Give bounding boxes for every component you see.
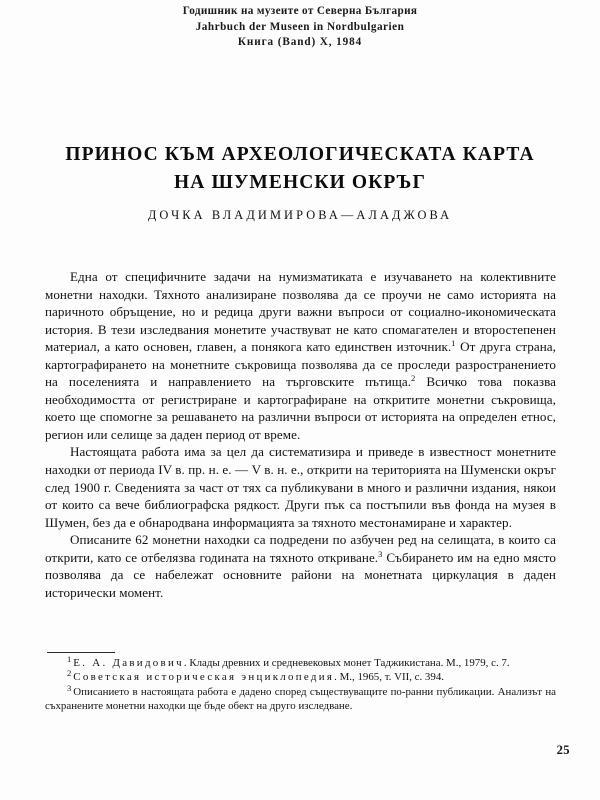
author-byline: ДОЧКА ВЛАДИМИРОВА—АЛАДЖОВА: [147, 208, 453, 222]
footnote-separator-rule: [47, 652, 115, 653]
footnote-ref-1[interactable]: 1: [451, 339, 456, 349]
body-paragraph-3: [45, 531, 556, 601]
page-number: 25: [556, 743, 570, 757]
footnote-item: [45, 670, 556, 684]
footnotes-section: [45, 652, 556, 713]
footnote-number: 3: [67, 682, 72, 693]
footnote-text: . М., 1965, т. VII, с. 394.: [334, 671, 444, 684]
footnote-author: Е. А. Давидович: [73, 657, 184, 669]
paragraph-1-text-b: От друга страна, картографирането на монетните съкровища позволява да се проследи разространението на поселенията и направлението на търговските пътища.: [45, 339, 556, 390]
paragraph-1-text-a: Една от специфичните задачи на нумизматиката е изучаването на колективните монетни находки. Тяхното анализиране позволява да се проучи не само историята на паричното обръщение, но и редица други важни въпроси от социално-икономическата история. В тези изследвания монетите участвуват не като спомагателен и второстепенен материал, а като основен, главен, а понякога като единствен източник.: [45, 269, 556, 355]
footnote-author: Советская историческая энциклопедия: [73, 671, 335, 684]
running-head-line-1: Годишник на музеите от Северна България: [182, 5, 418, 17]
running-head-line-3: Книга (Band) X, 1984: [237, 36, 363, 48]
running-head: [0, 4, 600, 51]
page-title-line-1: ПРИНОС КЪМ АРХЕОЛОГИЧЕСКАТА КАРТА: [65, 144, 535, 166]
paragraph-1-text-c: Всичко това показва необходимостта от регистриране и картографиране на откритите монетни съкровища, което ще спомогне за решаването на различни въпроси от историята на определен етнос, регион или селище за даден период от време.: [45, 374, 556, 442]
body-paragraph-2: Настоящата работа има за цел да систематизира и приведе в известност монетните находки от периода IV в. пр. н. е. — V в. н. е., открити на територията на Шуменски окръг след 1900 г. Сведенията за част от тях са публикувани в много и различни издания, някои от които са вече библиографска рядкост. Други пък са постъпили във фонда на музея в Шумен, без да е обнародвана информацията за тяхното местонамиране и характер.: [45, 444, 556, 530]
paragraph-3-text-a: Описаните 62 монетни находки са подредени по азбучен ред на селищата, в които са открити, като се отбелязва годината на тяхното откриване.: [45, 532, 556, 565]
page-title: [45, 141, 555, 197]
paragraph-3-text-b: Събирането им на едно място позволява да се набележат основните райони на монетната циркулация в даден исторически момент.: [45, 549, 556, 600]
footnote-text: . Клады древних и средневековых монет Таджикистана. М., 1979, с. 7.: [183, 657, 510, 669]
footnote-number: 2: [67, 668, 72, 679]
footnote-item: [45, 682, 556, 714]
footnote-ref-3[interactable]: 3: [378, 549, 383, 559]
page-title-line-2: НА ШУМЕНСКИ ОКРЪГ: [174, 172, 426, 194]
article-body: [45, 268, 556, 601]
footnote-ref-2[interactable]: 2: [411, 374, 416, 384]
body-paragraph-1: [45, 268, 556, 443]
footnote-text: Описанието в настоящата работа е дадено според съществуващите по-ранни публикации. Анализът на съхранените монетни находки ще бъде обект на друго изследване.: [45, 685, 556, 712]
footnote-item: [45, 656, 556, 670]
footnote-number: 1: [67, 654, 72, 664]
running-head-line-2: Jahrbuch der Museen in Nordbulgarien: [195, 20, 405, 33]
